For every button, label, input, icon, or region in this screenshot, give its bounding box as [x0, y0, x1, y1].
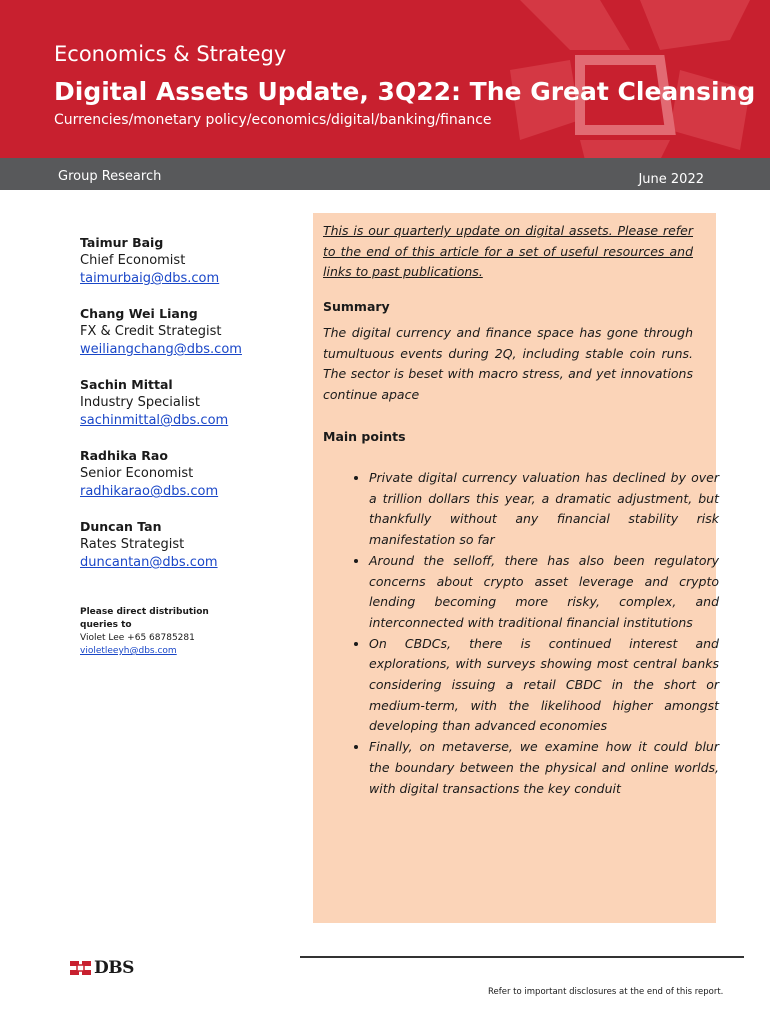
author-name: Sachin Mittal	[80, 377, 173, 392]
list-item: • Around the selloff, there has also been regulatory concerns about crypto asset leverage and crypto lending becoming more risky, complex, and interconnected with traditional financial institutions	[369, 551, 719, 634]
dbs-logo	[70, 958, 134, 978]
dbs-star-icon	[70, 960, 92, 976]
disclosure-note: Refer to important disclosures at the end of this report.	[488, 987, 724, 997]
main-points-heading: Main points	[323, 429, 406, 444]
author-name: Taimur Baig	[80, 235, 164, 250]
author-role: FX & Credit Strategist	[80, 324, 222, 339]
author-entry	[80, 447, 300, 501]
author-list	[80, 234, 300, 589]
footer-divider	[300, 956, 744, 958]
author-email-link[interactable]: weiliangchang@dbs.com	[80, 342, 242, 357]
list-item: • Finally, on metaverse, we examine how it could blur the boundary between the physical and online worlds, with digital transactions the key conduit	[369, 737, 719, 799]
author-email-link[interactable]: duncantan@dbs.com	[80, 555, 218, 570]
author-name: Radhika Rao	[80, 448, 168, 463]
author-role: Industry Specialist	[80, 395, 200, 410]
main-points-list	[343, 468, 719, 799]
summary-box	[313, 213, 719, 923]
author-role: Rates Strategist	[80, 537, 185, 552]
report-subtitle: Currencies/monetary policy/economics/digital/banking/finance	[54, 112, 492, 128]
list-item: • On CBDCs, there is continued interest and explorations, with surveys showing most central banks considering issuing a retail CBDC in the short or medium-term, with the likelihood higher amongst developing than advanced economies	[369, 634, 719, 738]
dbs-logo-text: DBS	[94, 958, 134, 978]
author-email-link[interactable]: sachinmittal@dbs.com	[80, 413, 229, 428]
author-entry	[80, 518, 300, 572]
author-entry	[80, 234, 300, 288]
report-title: Digital Assets Update, 3Q22: The Great Cleansing	[54, 77, 756, 106]
group-research-label: Group Research	[58, 169, 162, 184]
summary-text: The digital currency and finance space has gone through tumultuous events during 2Q, including stable coin runs. The sector is beset with macro stress, and yet innovations continue apace	[323, 325, 693, 403]
distribution-heading: Please direct distribution queries to	[80, 607, 209, 630]
author-name: Duncan Tan	[80, 519, 162, 534]
header-kicker: Economics & Strategy	[54, 42, 287, 66]
author-entry	[80, 305, 300, 359]
author-email-link[interactable]: radhikarao@dbs.com	[80, 484, 219, 499]
list-item: • Private digital currency valuation has declined by over a trillion dollars this year, a dramatic adjustment, but thankfully without any financial stability risk manifestation so far	[369, 468, 719, 551]
distribution-contact-name: Violet Lee +65 68785281	[80, 633, 195, 643]
author-role: Senior Economist	[80, 466, 194, 481]
distribution-contact	[80, 606, 230, 658]
distribution-email-link[interactable]: violetleeyh@dbs.com	[80, 646, 177, 656]
research-bar	[0, 158, 770, 190]
header-banner	[0, 0, 770, 158]
author-entry	[80, 376, 300, 430]
report-date: June 2022	[638, 172, 704, 187]
author-name: Chang Wei Liang	[80, 306, 198, 321]
summary-heading: Summary	[323, 299, 390, 314]
author-email-link[interactable]: taimurbaig@dbs.com	[80, 271, 220, 286]
author-role: Chief Economist	[80, 253, 186, 268]
intro-note[interactable]: This is our quarterly update on digital assets. Please refer to the end of this article for a set of useful resources and links to past publications.	[323, 223, 693, 280]
